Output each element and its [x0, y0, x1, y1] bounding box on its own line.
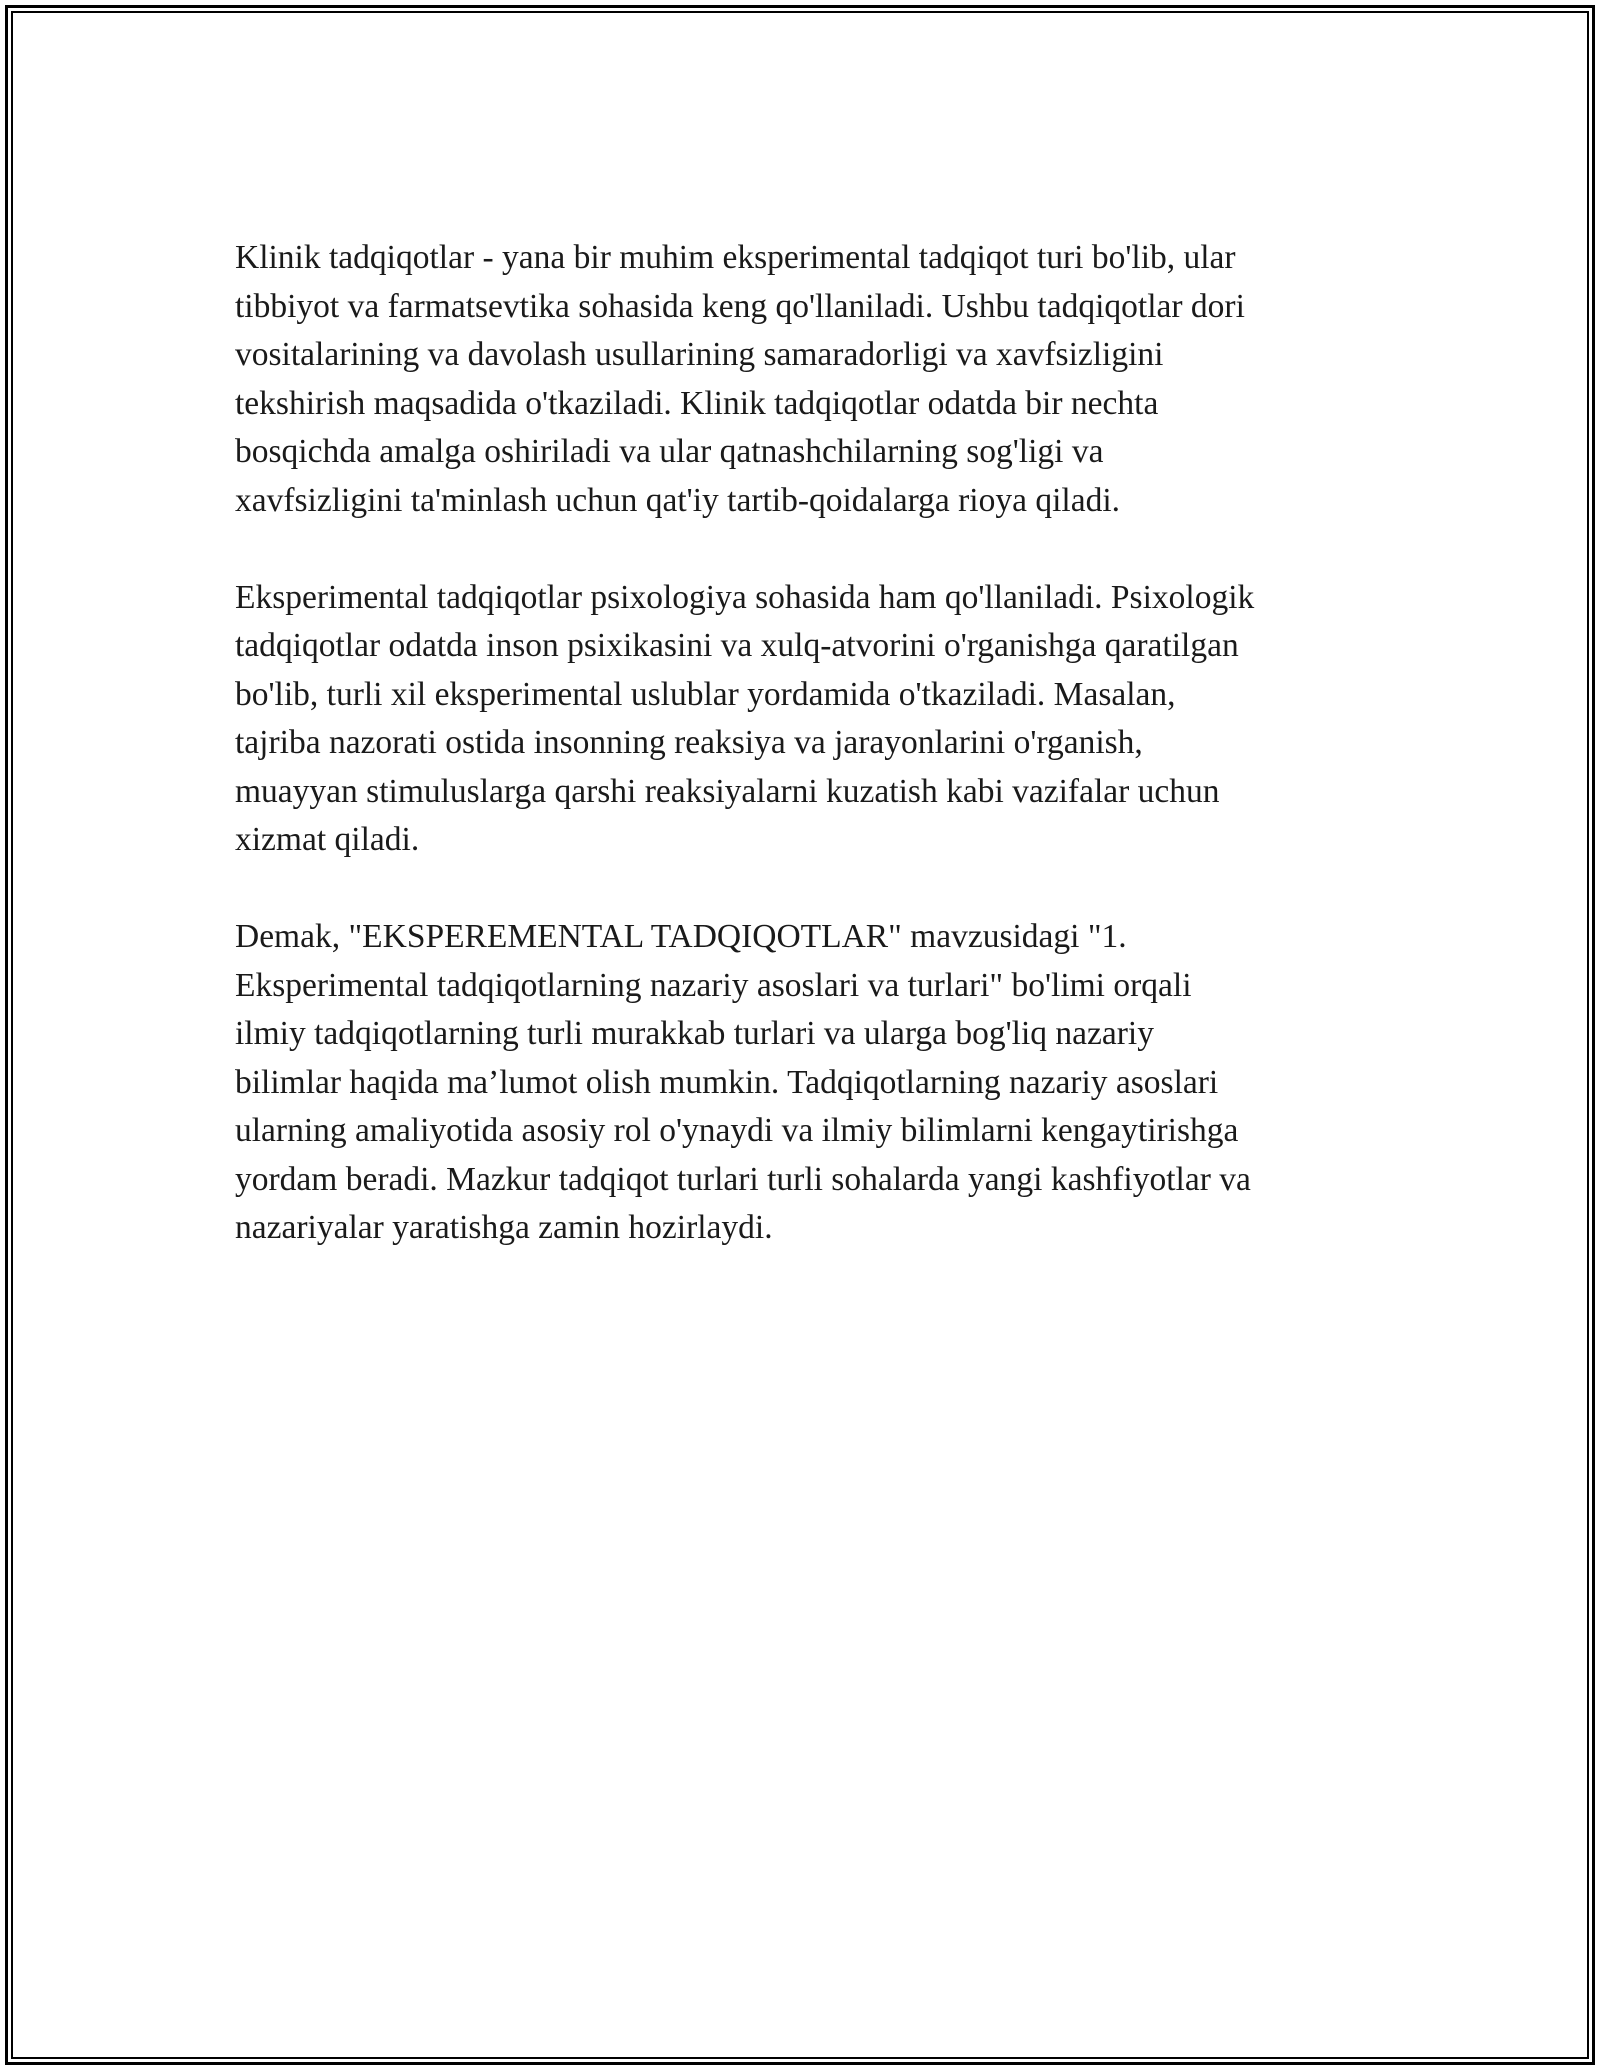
paragraph-psychology-research: Eksperimental tadqiqotlar psixologiya sohasida ham qo'llaniladi. Psixologik tadqiqotlar odatda inson psixikasini va xulq-atvorini o'rganishga qaratilgan bo'lib, turli xil eksperimental uslublar yordamida o'tkaziladi. Masalan, tajriba nazorati ostida insonning reaksiya va jarayonlarini o'rganish, muayyan stimuluslarga qarshi reaksiyalarni kuzatish kabi vazifalar uchun xizmat qiladi. — [235, 578, 1255, 858]
document-body — [235, 234, 1370, 1301]
paragraph-clinical-research: Klinik tadqiqotlar - yana bir muhim eksperimental tadqiqot turi bo'lib, ular tibbiyot va farmatsevtika sohasida keng qo'llaniladi. Ushbu tadqiqotlar dori vositalarining va davolash usullarining samaradorligi va xavfsizligini tekshirish maqsadida o'tkaziladi. Klinik tadqiqotlar odatda bir nechta bosqichda amalga oshiriladi va ular qatnashchilarning sog'ligi va xavfsizligini ta'minlash uchun qat'iy tartib-qoidalarga rioya qiladi. — [235, 239, 1245, 519]
paragraph-conclusion: Demak, "EKSPEREMENTAL TADQIQOTLAR" mavzusidagi "1. Eksperimental tadqiqotlarning nazariy asoslari va turlari" bo'limi orqali ilmiy tadqiqotlarning turli murakkab turlari va ularga bog'liq nazariy bilimlar haqida ma’lumot olish mumkin. Tadqiqotlarning nazariy asoslari ularning amaliyotida asosiy rol o'ynaydi va ilmiy bilimlarni kengaytirishga yordam beradi. Mazkur tadqiqot turlari turli sohalarda yangi kashfiyotlar va nazariyalar yaratishga zamin hozirlaydi. — [235, 918, 1251, 1246]
